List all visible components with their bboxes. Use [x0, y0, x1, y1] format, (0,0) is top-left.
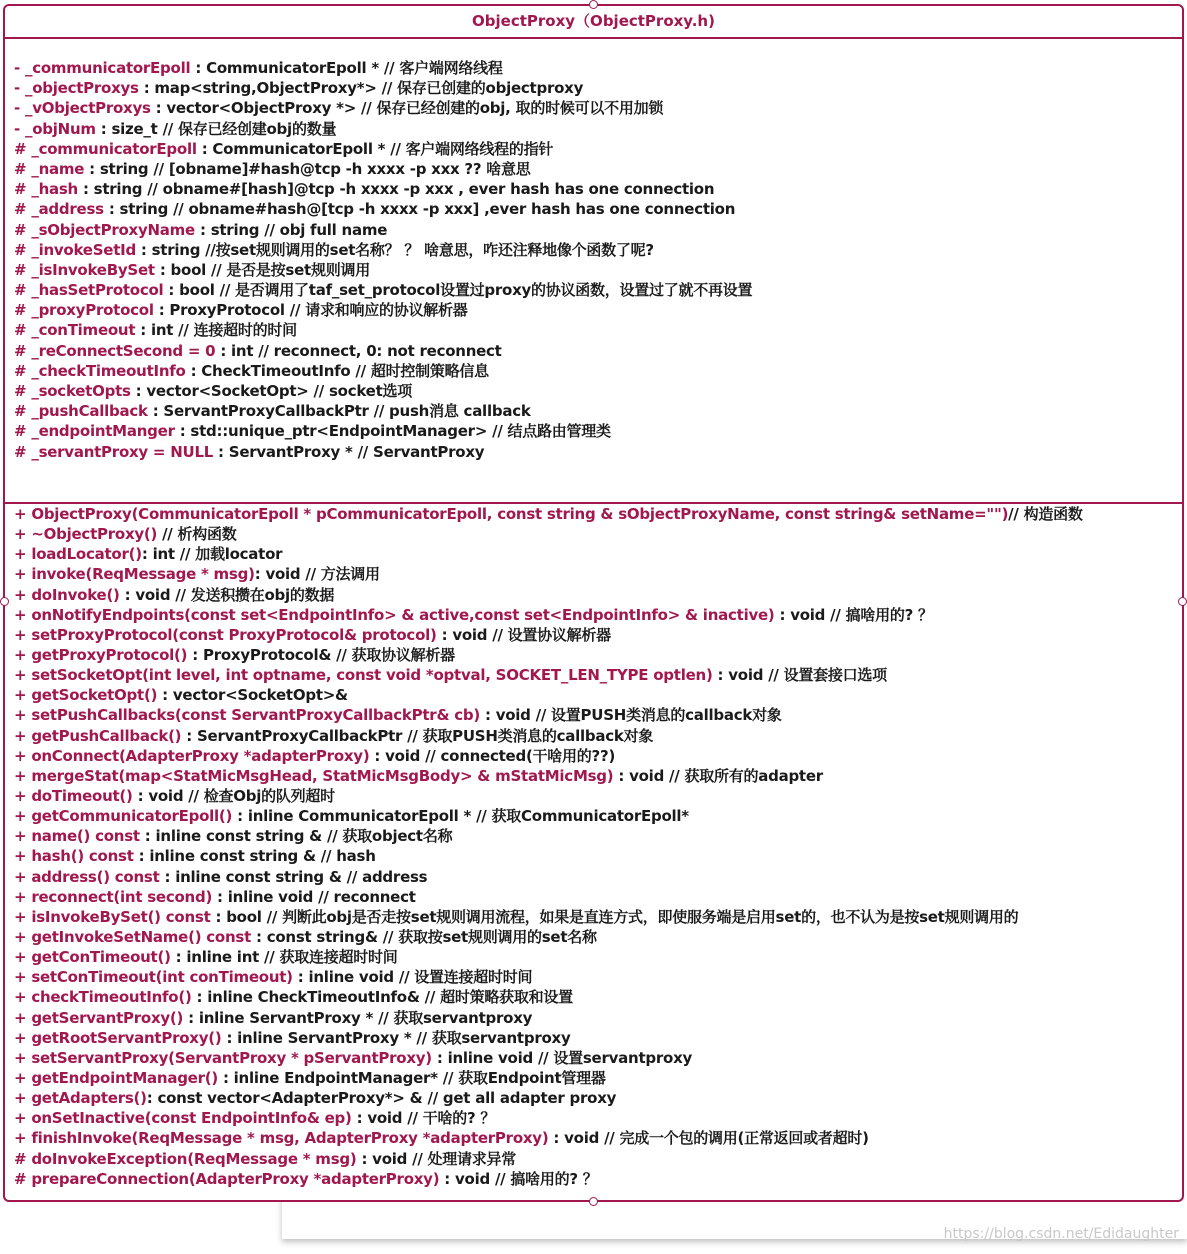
member-name: checkTimeoutInfo(): [31, 988, 192, 1007]
visibility-marker: #: [14, 200, 27, 219]
member-name: reconnect(int second): [31, 887, 213, 906]
member-name: getConTimeout(): [31, 948, 171, 967]
visibility-marker: #: [14, 361, 27, 380]
method-row[interactable]: [5, 907, 1182, 927]
method-row[interactable]: [5, 1169, 1182, 1189]
visibility-marker: #: [14, 422, 27, 441]
attribute-row[interactable]: [5, 98, 1182, 118]
visibility-marker: #: [14, 382, 27, 400]
member-signature: : inline const string & // 获取object名称: [139, 827, 453, 846]
member-signature: : void // 搞啥用的? ？: [439, 1169, 598, 1188]
member-name: finishInvoke(ReqMessage * msg, AdapterProxy *adapterProxy): [31, 1129, 549, 1148]
member-signature: : void // connected(干啥用的??): [369, 746, 616, 765]
member-signature: : const vector<AdapterProxy*> & // get all adapter proxy: [146, 1089, 617, 1108]
member-signature: : int // 连接超时的时间: [135, 321, 297, 340]
visibility-marker: +: [14, 1109, 27, 1128]
method-row[interactable]: [5, 947, 1182, 967]
method-row[interactable]: [5, 524, 1182, 544]
member-signature: : string // obname#hash@[tcp -h xxxx -p xxx] ,ever hash has one connection: [103, 200, 736, 219]
visibility-marker: #: [14, 301, 27, 320]
visibility-marker: +: [14, 948, 27, 967]
member-signature: : inline ServantProxy * // 获取servantproxy: [183, 1008, 533, 1027]
member-signature: : ProxyProtocol // 请求和响应的协议解析器: [153, 301, 468, 320]
method-row[interactable]: [5, 987, 1182, 1007]
member-signature: // 构造函数: [1008, 505, 1083, 523]
visibility-marker: +: [14, 525, 27, 544]
member-signature: : void // 完成一个包的调用(正常返回或者超时): [548, 1129, 869, 1148]
visibility-marker: +: [14, 746, 27, 765]
method-row[interactable]: [5, 645, 1182, 665]
visibility-marker: #: [14, 159, 27, 178]
visibility-marker: -: [14, 79, 20, 98]
member-name: getRootServantProxy(): [31, 1028, 222, 1047]
member-signature: : inline const string & // hash: [133, 847, 376, 866]
visibility-marker: +: [14, 605, 27, 624]
visibility-marker: -: [14, 99, 20, 118]
member-name: onNotifyEndpoints(const set<EndpointInfo> & active,const set<EndpointInfo> & inactive): [31, 605, 775, 624]
attributes-compartment: [5, 39, 1182, 504]
attribute-row[interactable]: [5, 341, 1182, 361]
member-name: getSocketOpt(): [31, 686, 158, 705]
method-row[interactable]: [5, 685, 1182, 705]
member-name: setConTimeout(int conTimeout): [31, 968, 293, 987]
member-signature: : inline CheckTimeoutInfo& // 超时策略获取和设置: [191, 988, 573, 1007]
visibility-marker: #: [14, 139, 27, 158]
attribute-row[interactable]: [5, 381, 1182, 401]
member-name: setProxyProtocol(const ProxyProtocol& protocol): [31, 625, 437, 644]
method-row[interactable]: [5, 625, 1182, 645]
visibility-marker: +: [14, 766, 27, 785]
member-signature: : vector<ObjectProxy *> // 保存已经创建的obj, 取的时候可以不用加锁: [150, 99, 664, 118]
member-name: hash() const: [31, 847, 134, 866]
member-signature: : string // [obname]#hash@tcp -h xxxx -p xxx ?? 啥意思: [84, 159, 531, 178]
member-name: address() const: [31, 867, 160, 886]
visibility-marker: +: [14, 666, 27, 685]
member-name: getEndpointManager(): [31, 1068, 218, 1087]
visibility-marker: #: [14, 240, 27, 259]
member-name: _checkTimeoutInfo: [31, 361, 186, 380]
attribute-row[interactable]: [5, 361, 1182, 381]
method-row[interactable]: [5, 1149, 1182, 1169]
visibility-marker: #: [14, 281, 27, 300]
visibility-marker: -: [14, 119, 20, 138]
member-signature: : inline int // 获取连接超时时间: [170, 948, 398, 967]
member-name: _hash: [31, 180, 78, 199]
member-signature: : void // 获取所有的adapter: [613, 766, 823, 785]
visibility-marker: #: [14, 220, 27, 239]
visibility-marker: +: [14, 1089, 27, 1108]
visibility-marker: +: [14, 847, 27, 866]
member-name: _isInvokeBySet: [31, 260, 155, 279]
member-name: onConnect(AdapterProxy *adapterProxy): [31, 746, 370, 765]
member-name: doInvokeException(ReqMessage * msg): [31, 1149, 357, 1168]
member-name: prepareConnection(AdapterProxy *adapterProxy): [31, 1169, 440, 1188]
attribute-row[interactable]: [5, 280, 1182, 300]
member-name: setSocketOpt(int level, int optname, const void *optval, SOCKET_LEN_TYPE optlen): [31, 666, 713, 685]
attribute-row[interactable]: [5, 421, 1182, 441]
member-name: setPushCallbacks(const ServantProxyCallbackPtr& cb): [31, 706, 480, 725]
member-name: invoke(ReqMessage * msg): [31, 565, 255, 584]
visibility-marker: #: [14, 442, 27, 461]
method-row[interactable]: [5, 1048, 1182, 1068]
visibility-marker: -: [14, 59, 20, 77]
method-row[interactable]: [5, 786, 1182, 806]
method-row[interactable]: [5, 1108, 1182, 1128]
watermark: https://blog.csdn.net/Edidaughter: [943, 1226, 1179, 1242]
member-name: mergeStat(map<StatMicMsgHead, StatMicMsgBody> & mStatMicMsg): [31, 766, 614, 785]
attribute-row[interactable]: [5, 220, 1182, 240]
member-signature: : string // obj full name: [195, 220, 388, 239]
member-name: getServantProxy(): [31, 1008, 184, 1027]
attribute-row[interactable]: [5, 159, 1182, 179]
member-name: _address: [31, 200, 104, 219]
member-name: _invokeSetId: [31, 240, 136, 259]
member-signature: : std::unique_ptr<EndpointManager> // 结点路由管理类: [174, 422, 611, 441]
method-row[interactable]: [5, 967, 1182, 987]
visibility-marker: #: [14, 1169, 27, 1188]
member-name: _communicatorEpoll: [24, 59, 191, 77]
member-name: getCommunicatorEpoll(): [31, 807, 233, 826]
member-name: doTimeout(): [31, 786, 133, 805]
member-signature: : size_t // 保存已经创建obj的数量: [95, 119, 337, 138]
attribute-row[interactable]: [5, 179, 1182, 199]
attribute-row[interactable]: [5, 58, 1182, 78]
method-row[interactable]: [5, 1068, 1182, 1088]
attribute-row[interactable]: [5, 139, 1182, 159]
visibility-marker: #: [14, 260, 27, 279]
member-name: getPushCallback(): [31, 726, 182, 745]
visibility-marker: +: [14, 907, 27, 926]
method-row[interactable]: [5, 927, 1182, 947]
visibility-marker: +: [14, 686, 27, 705]
member-signature: : inline ServantProxy * // 获取servantproxy: [221, 1028, 571, 1047]
member-name: _hasSetProtocol: [31, 281, 164, 300]
method-row[interactable]: [5, 585, 1182, 605]
member-name: setServantProxy(ServantProxy * pServantProxy): [31, 1048, 432, 1067]
member-signature: : ProxyProtocol& // 获取协议解析器: [187, 645, 455, 664]
method-row[interactable]: [5, 1088, 1182, 1108]
member-signature: : map<string,ObjectProxy*> // 保存已创建的objectproxy: [138, 79, 584, 98]
member-signature: : ServantProxyCallbackPtr // push消息 callback: [147, 402, 531, 421]
member-signature: : bool // 是否调用了taf_set_protocol设置过proxy的协议函数，设置过了就不再设置: [163, 281, 753, 300]
member-signature: : ServantProxyCallbackPtr // 获取PUSH类消息的callback对象: [181, 726, 654, 745]
method-row[interactable]: [5, 826, 1182, 846]
attribute-row[interactable]: [5, 300, 1182, 320]
member-name: _servantProxy = NULL: [31, 442, 214, 461]
visibility-marker: +: [14, 807, 27, 826]
member-signature: : inline CommunicatorEpoll * // 获取CommunicatorEpoll*: [232, 807, 689, 826]
member-signature: : bool // 是否是按set规则调用: [154, 260, 370, 279]
member-signature: : string // obname#[hash]@tcp -h xxxx -p xxx , ever hash has one connection: [77, 180, 715, 199]
member-signature: : inline void // 设置servantproxy: [431, 1048, 693, 1067]
visibility-marker: +: [14, 1068, 27, 1087]
visibility-marker: +: [14, 1129, 27, 1148]
visibility-marker: +: [14, 988, 27, 1007]
member-signature: : inline void // 设置连接超时时间: [292, 968, 533, 987]
visibility-marker: +: [14, 585, 27, 604]
member-signature: : inline void // reconnect: [212, 887, 416, 906]
member-name: _proxyProtocol: [31, 301, 154, 320]
attribute-row[interactable]: [5, 199, 1182, 219]
member-signature: : int // 加载locator: [141, 545, 283, 564]
member-name: getInvokeSetName() const: [31, 927, 252, 946]
method-row[interactable]: [5, 846, 1182, 866]
member-signature: : void // 处理请求异常: [356, 1149, 517, 1168]
member-signature: : vector<SocketOpt> // socket选项: [130, 382, 413, 400]
attribute-row[interactable]: [5, 320, 1182, 340]
visibility-marker: +: [14, 706, 27, 725]
method-row[interactable]: [5, 665, 1182, 685]
method-row[interactable]: [5, 887, 1182, 907]
visibility-marker: +: [14, 625, 27, 644]
member-signature: : string //按set规则调用的set名称？ ？ 啥意思，咋还注释地像个函数了呢?: [135, 240, 654, 259]
member-signature: : void // 方法调用: [254, 565, 380, 584]
visibility-marker: +: [14, 786, 27, 805]
resize-handle-bottom[interactable]: [589, 1197, 598, 1206]
member-name: _objNum: [24, 119, 96, 138]
visibility-marker: +: [14, 505, 27, 523]
visibility-marker: +: [14, 867, 27, 886]
class-title: ObjectProxy（ObjectProxy.h): [5, 6, 1182, 39]
methods-compartment: [5, 504, 1182, 1189]
member-name: _communicatorEpoll: [31, 139, 197, 158]
visibility-marker: +: [14, 1028, 27, 1047]
method-row[interactable]: [5, 1128, 1182, 1148]
visibility-marker: #: [14, 402, 27, 421]
member-name: ObjectProxy(CommunicatorEpoll * pCommunicatorEpoll, const string & sObjectProxyName, const string& setName=""): [31, 505, 1009, 523]
member-signature: : CheckTimeoutInfo // 超时控制策略信息: [185, 361, 489, 380]
member-signature: : inline EndpointManager* // 获取Endpoint管理器: [217, 1068, 606, 1087]
method-row[interactable]: [5, 867, 1182, 887]
visibility-marker: #: [14, 341, 27, 360]
attribute-row[interactable]: [5, 442, 1182, 462]
member-signature: : void // 检查Obj的队列超时: [132, 786, 335, 805]
member-name: getProxyProtocol(): [31, 645, 188, 664]
visibility-marker: +: [14, 1048, 27, 1067]
visibility-marker: #: [14, 1149, 27, 1168]
visibility-marker: +: [14, 726, 27, 745]
member-name: _endpointManger: [31, 422, 175, 441]
attribute-row[interactable]: [5, 260, 1182, 280]
member-signature: : void // 设置套接口选项: [712, 666, 887, 685]
member-name: name() const: [31, 827, 140, 846]
member-name: _sObjectProxyName: [31, 220, 195, 239]
visibility-marker: +: [14, 827, 27, 846]
member-name: _vObjectProxys: [24, 99, 151, 118]
visibility-marker: #: [14, 321, 27, 340]
member-signature: : vector<SocketOpt>&: [157, 686, 348, 705]
attribute-row[interactable]: [5, 119, 1182, 139]
attribute-row[interactable]: [5, 240, 1182, 260]
member-name: _socketOpts: [31, 382, 131, 400]
method-row[interactable]: [5, 806, 1182, 826]
member-signature: : void // 设置PUSH类消息的callback对象: [480, 706, 782, 725]
visibility-marker: +: [14, 545, 27, 564]
member-name: doInvoke(): [31, 585, 120, 604]
method-row[interactable]: [5, 564, 1182, 584]
visibility-marker: +: [14, 565, 27, 584]
visibility-marker: +: [14, 968, 27, 987]
member-signature: : CommunicatorEpoll * // 客户端网络线程: [190, 59, 503, 77]
visibility-marker: +: [14, 1008, 27, 1027]
member-name: isInvokeBySet() const: [31, 907, 211, 926]
method-row[interactable]: [5, 746, 1182, 766]
member-name: _conTimeout: [31, 321, 136, 340]
member-signature: : void // 干啥的? ？: [351, 1109, 496, 1128]
member-signature: : void // 设置协议解析器: [436, 625, 611, 644]
resize-handle-top[interactable]: [589, 0, 598, 9]
visibility-marker: +: [14, 887, 27, 906]
uml-class-box[interactable]: [3, 4, 1184, 1202]
member-name: _objectProxys: [24, 79, 139, 98]
method-row[interactable]: [5, 766, 1182, 786]
member-signature: : void // 发送积攒在obj的数据: [119, 585, 335, 604]
member-name: _reConnectSecond = 0: [31, 341, 216, 360]
method-row[interactable]: [5, 1008, 1182, 1028]
member-signature: // 析构函数: [157, 525, 237, 544]
visibility-marker: +: [14, 927, 27, 946]
visibility-marker: +: [14, 645, 27, 664]
member-signature: : int // reconnect, 0: not reconnect: [215, 341, 502, 360]
member-signature: : CommunicatorEpoll * // 客户端网络线程的指针: [196, 139, 554, 158]
method-row[interactable]: [5, 705, 1182, 725]
attribute-row[interactable]: [5, 78, 1182, 98]
method-row[interactable]: [5, 1028, 1182, 1048]
method-row[interactable]: [5, 504, 1182, 524]
resize-handle-right[interactable]: [1178, 597, 1187, 606]
member-name: loadLocator(): [31, 545, 142, 564]
method-row[interactable]: [5, 605, 1182, 625]
visibility-marker: #: [14, 180, 27, 199]
member-name: onSetInactive(const EndpointInfo& ep): [31, 1109, 352, 1128]
attribute-row[interactable]: [5, 401, 1182, 421]
member-signature: : inline const string & // address: [159, 867, 428, 886]
method-row[interactable]: [5, 544, 1182, 564]
member-signature: : const string& // 获取按set规则调用的set名称: [251, 927, 597, 946]
member-name: ~ObjectProxy(): [31, 525, 158, 544]
member-signature: : bool // 判断此obj是否走按set规则调用流程，如果是直连方式，即使服务端是启用set的，也不认为是按set规则调用的: [210, 907, 1019, 926]
member-name: _pushCallback: [31, 402, 148, 421]
member-name: getAdapters(): [31, 1089, 147, 1108]
member-signature: : ServantProxy * // ServantProxy: [213, 442, 485, 461]
member-signature: : void // 搞啥用的? ？: [774, 605, 933, 624]
method-row[interactable]: [5, 726, 1182, 746]
member-name: _name: [31, 159, 85, 178]
resize-handle-left[interactable]: [0, 597, 9, 606]
